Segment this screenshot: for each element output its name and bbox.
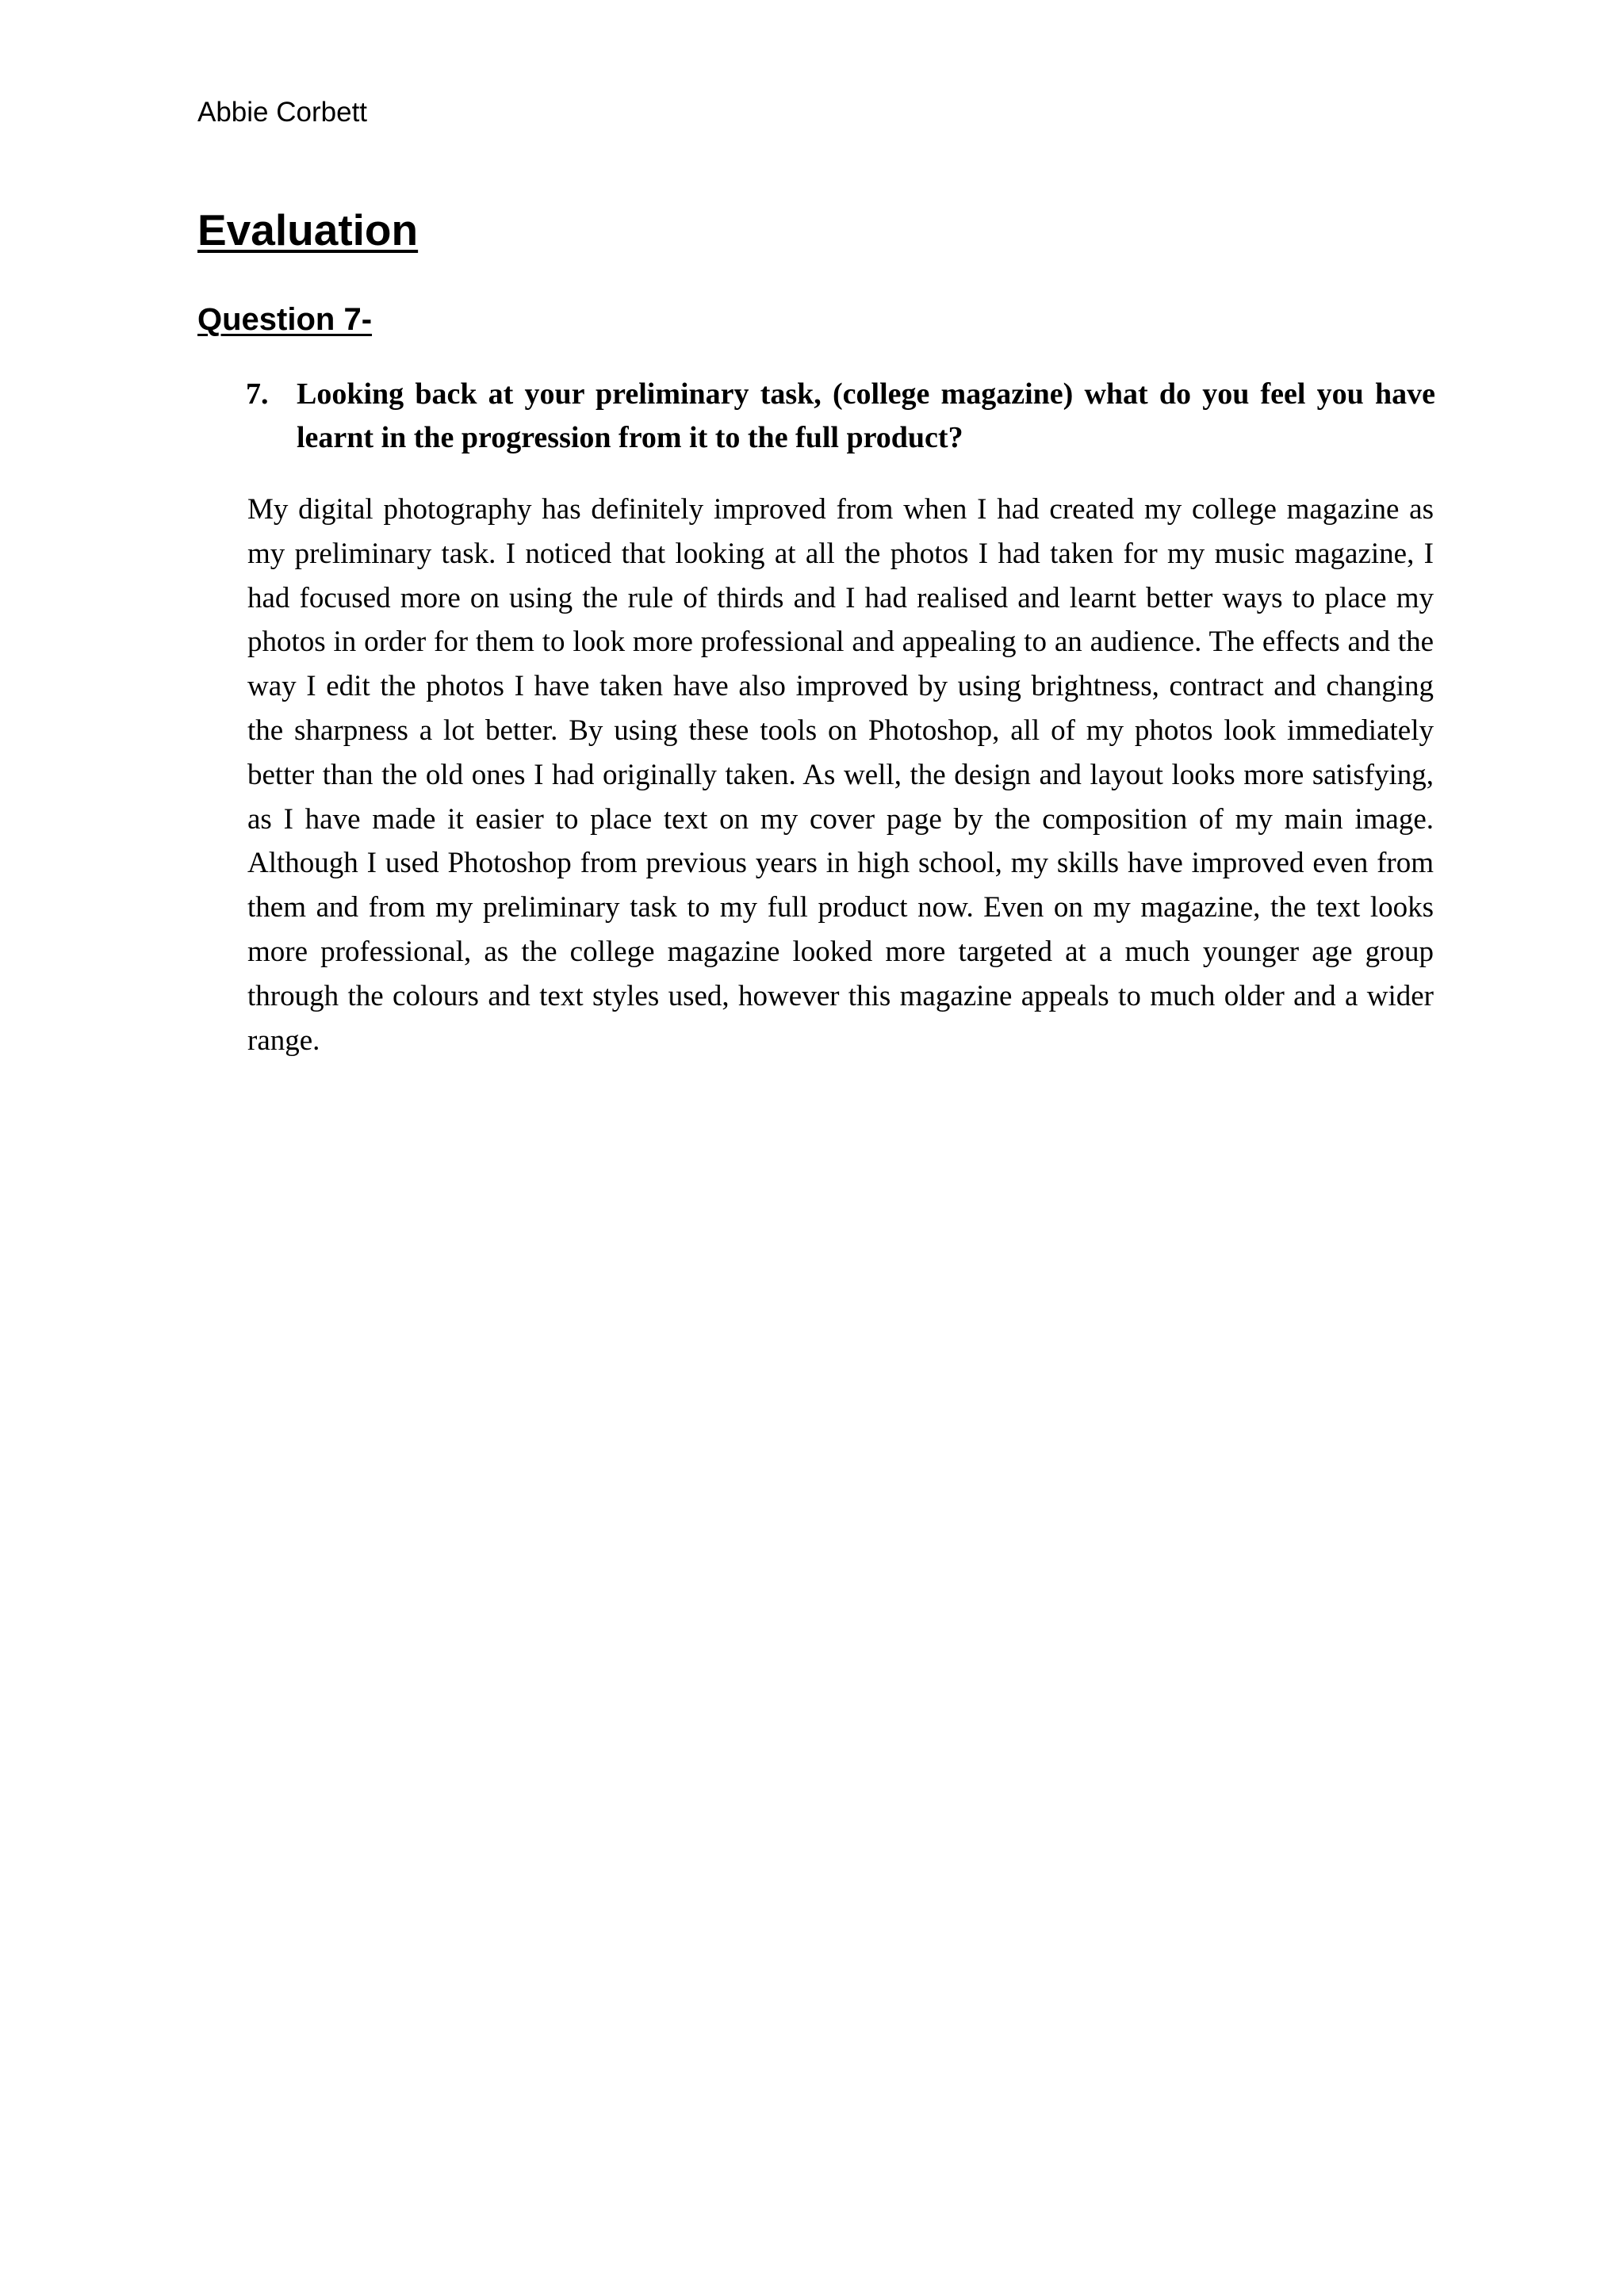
question-number: 7. bbox=[246, 377, 269, 411]
answer-paragraph: My digital photography has definitely improved from when I had created my college magazine as my preliminary task. I noticed that looking at all the photos I had taken for my music magazine, I had focused more on using the rule of thirds and I had realised and learnt better ways to place my photos in order for them to look more professional and appealing to an audience. The effects and the way I edit the photos I have taken have also improved by using brightness, contract and changing the sharpness a lot better. By using these tools on Photoshop, all of my photos look immediately better than the old ones I had originally taken. As well, the design and layout looks more satisfying, as I have made it easier to place text on my cover page by the composition of my main image. Although I used Photoshop from previous years in high school, my skills have improved even from them and from my preliminary task to my full product now. Even on my magazine, the text looks more professional, as the college magazine looked more targeted at a much younger age group through the colours and text styles used, however this magazine appeals to much older and a wider range. bbox=[247, 493, 1434, 1057]
question-heading: Question 7- bbox=[197, 302, 373, 337]
page-title: Evaluation bbox=[197, 205, 419, 254]
question-text: Looking back at your preliminary task, (college magazine) what do you feel you have learnt in the progression from it to the full product? bbox=[297, 377, 1435, 454]
question-item bbox=[246, 373, 1435, 460]
author-name: Abbie Corbett bbox=[197, 97, 368, 128]
